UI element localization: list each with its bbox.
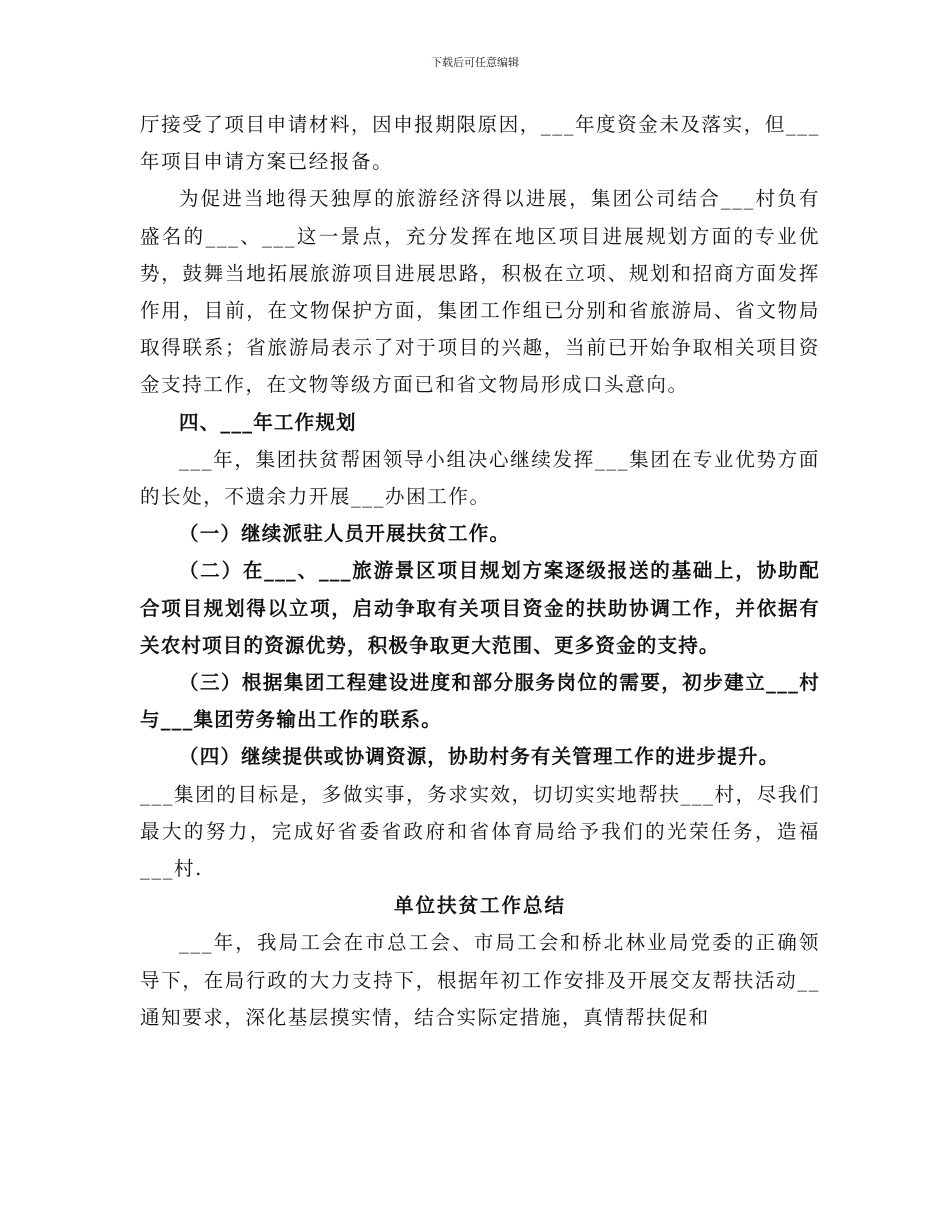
plan-item-4: （四）继续提供或协调资源，协助村务有关管理工作的进步提升。 xyxy=(179,745,780,769)
document-body xyxy=(140,106,820,1036)
plan-item-3: （三）根据集团工程建设进度和部分服务岗位的需要，初步建立___村与___集团劳务输出工作的联系。 xyxy=(140,671,820,732)
paragraph-4: ___集团的目标是，多做实事，务求实效，切切实实地帮扶___村，尽我们最大的努力，完成好省委省政府和省体育局给予我们的光荣任务，造福___村. xyxy=(140,782,821,881)
paragraph-2: 为促进当地得天独厚的旅游经济得以进展，集团公司结合___村负有盛名的___、___这一景点，充分发挥在地区项目进展规划方面的专业优势，鼓舞当地拓展旅游项目进展思路，积极在立项、规划和招商方面发挥作用，目前，在文物保护方面，集团工作组已分别和省旅游局、省文物局取得联系；省旅游局表示了对于项目的兴趣，当前已开始争取相关项目资金支持工作，在文物等级方面已和省文物局形成口头意向。 xyxy=(140,187,820,397)
paragraph-1: 厅接受了项目申请材料，因申报期限原因，___年度资金未及落实，但___年项目申请方案已经报备。 xyxy=(140,113,821,174)
paragraph-3: ___年，集团扶贫帮困领导小组决心继续发挥___集团在专业优势方面的长处，不遗余力开展___办困工作。 xyxy=(140,447,820,509)
page-header: 下载后可任意编辑 xyxy=(431,56,519,69)
plan-item-1: （一）继续派驻人员开展扶贫工作。 xyxy=(179,522,511,546)
document-title: 单位扶贫工作总结 xyxy=(393,894,566,918)
section-heading: 四、___年工作规划 xyxy=(179,410,357,434)
plan-item-2: （二）在___、___旅游景区项目规划方案逐级报送的基础上，协助配合项目规划得以立项，启动争取有关项目资金的扶助协调工作，并依据有关农村项目的资源优势，积极争取更大范围、更多资金的支持。 xyxy=(140,559,820,657)
paragraph-5: ___年，我局工会在市总工会、市局工会和桥北林业局党委的正确领导下，在局行政的大力支持下，根据年初工作安排及开展交友帮扶活动__通知要求，深化基层摸实情，结合实际定措施，真情帮扶促和 xyxy=(140,931,820,1029)
